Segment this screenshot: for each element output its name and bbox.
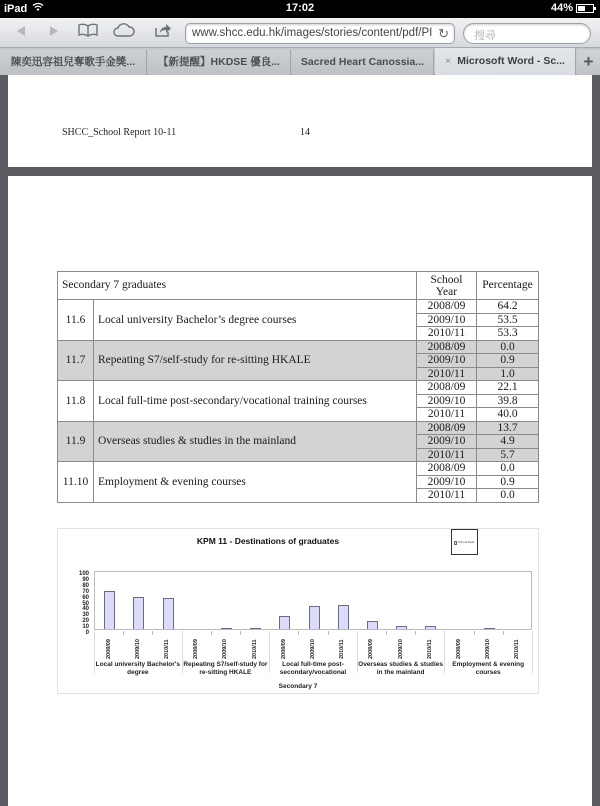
search-input[interactable]: 搜尋: [463, 23, 591, 44]
x-tick-label: 2008/09: [193, 639, 200, 659]
group-label: Repeating S7/self-study for re-sitting HKALE: [183, 661, 268, 676]
x-tick: [503, 631, 504, 635]
row-id: 11.10: [58, 462, 94, 503]
year-cell: 2008/09: [417, 462, 477, 476]
pct-cell: 40.0: [477, 408, 539, 422]
year-cell: 2010/11: [417, 448, 477, 462]
browser-toolbar: [0, 18, 600, 48]
year-cell: 2009/10: [417, 435, 477, 449]
y-tick-label: 10: [82, 624, 89, 631]
x-category: [214, 631, 238, 661]
header-category: Secondary 7 graduates: [58, 272, 417, 300]
url-text: www.shcc.edu.hk/images/stories/content/pdf/PI: [192, 27, 433, 39]
pct-cell: 5.7: [477, 448, 539, 462]
pct-cell: 0.0: [477, 340, 539, 354]
reload-icon[interactable]: ↻: [438, 26, 449, 41]
graduates-table: [57, 271, 539, 503]
destinations-chart: [57, 528, 539, 694]
chart-title: KPM 11 - Destinations of graduates: [196, 536, 340, 546]
year-cell: 2008/09: [417, 300, 477, 314]
table-row: [58, 381, 539, 395]
x-category: [127, 631, 151, 661]
battery-icon: [576, 4, 594, 13]
x-tick-label: 2009/10: [485, 639, 492, 659]
table-row: [58, 340, 539, 354]
x-tick-label: 2010/11: [251, 639, 258, 659]
x-tick-label: 2008/09: [368, 639, 375, 659]
bar: [484, 628, 495, 629]
back-button[interactable]: [10, 23, 32, 43]
year-cell: 2010/11: [417, 367, 477, 381]
row-id: 11.6: [58, 300, 94, 341]
bar: [309, 606, 320, 629]
battery-percent: 44%: [550, 2, 573, 14]
chart-legend: [451, 529, 478, 555]
year-cell: 2010/11: [417, 327, 477, 341]
bar: [104, 591, 115, 629]
row-label: Overseas studies & studies in the mainland: [94, 421, 417, 462]
bar: [396, 626, 407, 629]
bar: [425, 626, 436, 629]
row-id: 11.7: [58, 340, 94, 381]
year-cell: 2009/10: [417, 475, 477, 489]
y-tick-label: 90: [82, 576, 89, 583]
x-tick-label: 2010/11: [426, 639, 433, 659]
pct-cell: 22.1: [477, 381, 539, 395]
year-cell: 2010/11: [417, 489, 477, 503]
x-category: [506, 631, 530, 661]
bar: [133, 597, 144, 629]
x-category: [448, 631, 472, 661]
cloud-icon: [113, 23, 135, 37]
year-cell: 2009/10: [417, 354, 477, 368]
pct-cell: 39.8: [477, 394, 539, 408]
close-tab-icon[interactable]: ×: [445, 55, 452, 67]
x-tick: [298, 631, 299, 635]
back-arrow-icon: [15, 25, 27, 37]
forward-arrow-icon: [48, 25, 60, 37]
x-category: [419, 631, 443, 661]
x-category: [185, 631, 209, 661]
x-category: [273, 631, 297, 661]
x-tick-label: 2008/09: [456, 639, 462, 659]
x-tick: [415, 631, 416, 635]
x-category: [331, 631, 355, 661]
year-cell: 2008/09: [417, 381, 477, 395]
y-tick-label: 50: [82, 600, 89, 607]
table-header-row: [58, 272, 539, 300]
y-tick-label: 80: [82, 582, 89, 589]
bookmarks-button[interactable]: [77, 23, 99, 43]
x-tick: [240, 631, 241, 635]
pdf-page-previous: [8, 75, 592, 167]
clock: 17:02: [285, 2, 315, 14]
legend-swatch: [454, 541, 457, 545]
group-label: Employment & evening courses: [452, 661, 525, 676]
x-tick-label: 2008/09: [280, 639, 287, 659]
row-id: 11.9: [58, 421, 94, 462]
pct-cell: 13.7: [477, 421, 539, 435]
x-tick: [328, 631, 329, 635]
row-id: 11.8: [58, 381, 94, 422]
bar: [250, 628, 261, 629]
group-label: Overseas studies & studies in the mainland: [358, 661, 444, 676]
tab-3[interactable]: Sacred Heart Canossia...: [292, 50, 434, 75]
y-axis: [58, 567, 92, 636]
header-percentage: Percentage: [477, 272, 539, 300]
tab-1[interactable]: 陳奕迅容祖兒奪歌手金獎...: [0, 50, 147, 75]
x-tick: [152, 631, 153, 635]
x-tick: [123, 631, 124, 635]
x-category: [477, 631, 501, 661]
y-tick-label: 30: [82, 612, 89, 619]
x-axis-title: Secondary 7: [278, 683, 318, 690]
x-category: [98, 631, 122, 661]
tab-bar: [0, 48, 600, 75]
x-tick-label: 2009/10: [222, 639, 229, 659]
y-tick-label: 40: [82, 606, 89, 613]
bar: [279, 616, 290, 629]
year-cell: 2008/09: [417, 340, 477, 354]
bar: [338, 605, 349, 629]
url-field[interactable]: [185, 23, 455, 44]
header-school-year: School Year: [417, 272, 477, 300]
bar: [163, 598, 174, 629]
group-label: Local full-time post-secondary/vocational: [279, 661, 347, 676]
x-category: [390, 631, 414, 661]
year-cell: 2008/09: [417, 421, 477, 435]
year-cell: 2009/10: [417, 313, 477, 327]
pdf-page-current: [8, 176, 592, 806]
x-category: [244, 631, 268, 661]
x-tick-label: 2008/09: [105, 639, 112, 659]
x-tick: [211, 631, 212, 635]
table-row: [58, 300, 539, 314]
bar: [221, 628, 232, 629]
pct-cell: 0.0: [477, 462, 539, 476]
open-book-icon: [78, 23, 98, 37]
tab-2[interactable]: 【新提醒】HKDSE 優良...: [148, 50, 291, 75]
page-number: 14: [300, 127, 310, 138]
pct-cell: 64.2: [477, 300, 539, 314]
table-row: [58, 462, 539, 476]
tab-4-active[interactable]: [435, 48, 576, 75]
x-tick-label: 2010/11: [514, 639, 521, 659]
share-button[interactable]: [152, 23, 174, 43]
tab-4-label: Microsoft Word - Sc...: [457, 55, 565, 67]
year-cell: 2010/11: [417, 408, 477, 422]
new-tab-button[interactable]: +: [577, 50, 600, 75]
pct-cell: 53.5: [477, 313, 539, 327]
y-tick-label: 70: [82, 588, 89, 595]
row-label: Local university Bachelor’s degree courses: [94, 300, 417, 341]
year-cell: 2009/10: [417, 394, 477, 408]
x-tick-label: 2009/10: [397, 639, 404, 659]
table-row: [58, 421, 539, 435]
y-tick-label: 60: [82, 594, 89, 601]
pct-cell: 0.9: [477, 354, 539, 368]
pct-cell: 53.3: [477, 327, 539, 341]
x-tick-label: 2009/10: [134, 639, 141, 659]
x-tick-label: 2009/10: [310, 639, 316, 659]
plot-area: [94, 571, 532, 630]
legend-label: School Data: [458, 540, 475, 544]
bar: [367, 621, 378, 629]
pct-cell: 0.9: [477, 475, 539, 489]
pct-cell: 0.0: [477, 489, 539, 503]
icloud-button[interactable]: [113, 23, 135, 43]
pdf-viewer[interactable]: [0, 75, 600, 800]
share-icon: [154, 23, 172, 37]
group-label: Local university Bachelor's degree: [95, 661, 180, 676]
x-tick-label: 2010/11: [164, 639, 170, 659]
x-category: [302, 631, 326, 661]
report-title-footer: SHCC_School Report 10-11: [62, 127, 177, 138]
forward-button[interactable]: [43, 23, 65, 43]
y-tick-label: 100: [78, 571, 89, 577]
device-name: iPad: [4, 2, 28, 15]
y-tick-label: 20: [82, 618, 89, 625]
x-tick: [386, 631, 387, 635]
x-category: [156, 631, 180, 661]
status-bar: [0, 0, 600, 18]
pct-cell: 4.9: [477, 435, 539, 449]
pct-cell: 1.0: [477, 367, 539, 381]
row-label: Repeating S7/self-study for re-sitting HKALE: [94, 340, 417, 381]
row-label: Local full-time post-secondary/vocational training courses: [94, 381, 417, 422]
y-tick-label: 0: [85, 630, 89, 636]
group-separator: [532, 631, 533, 673]
row-label: Employment & evening courses: [94, 462, 417, 503]
x-tick-label: 2010/11: [339, 639, 346, 659]
x-tick: [474, 631, 475, 635]
x-category: [360, 631, 384, 661]
